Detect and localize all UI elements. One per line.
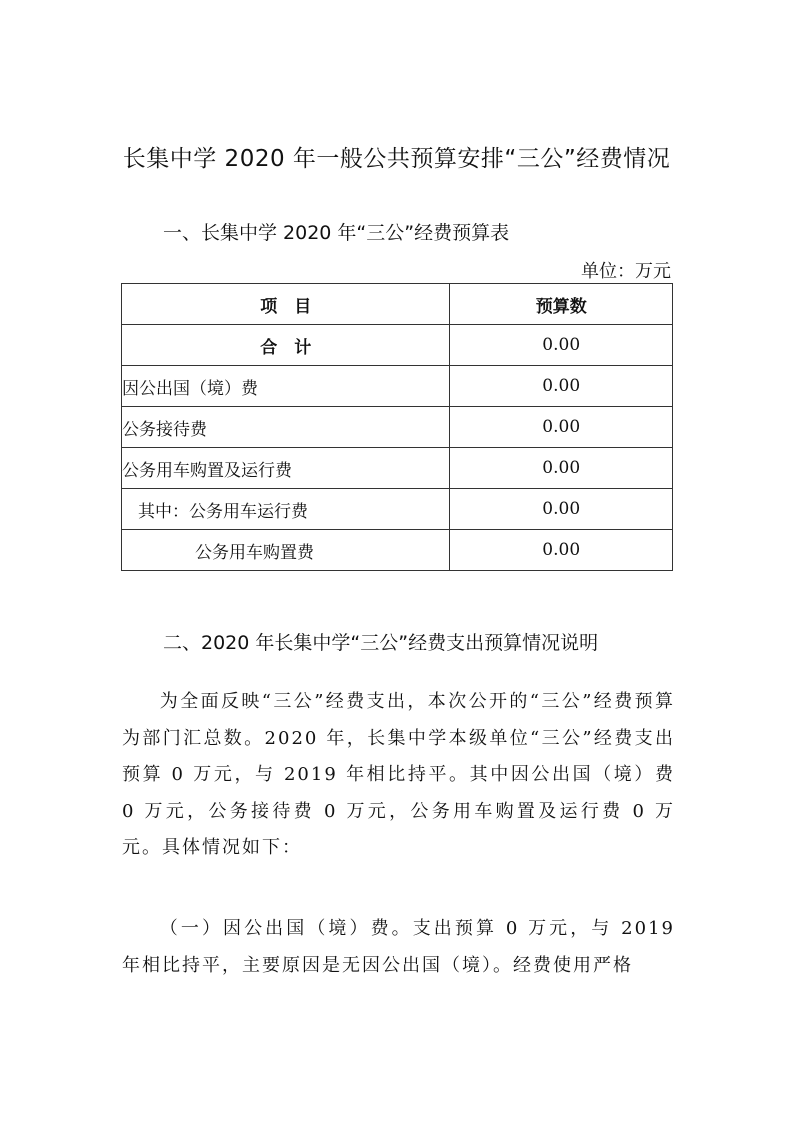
table-row <box>122 448 673 489</box>
table-row <box>122 366 673 407</box>
body-paragraph: （一）因公出国（境）费。支出预算 0 万元，与 2019 年相比持平，主要原因是无因公出国（境）。经费使用严格 <box>122 918 675 976</box>
table-row <box>122 407 673 448</box>
row-item: 公务用车购置及运行费 <box>122 448 450 489</box>
table-row <box>122 489 673 530</box>
row-item: 公务接待费 <box>122 407 450 448</box>
page-title: 长集中学 2020 年一般公共预算安排“三公”经费情况 <box>122 146 671 172</box>
body-paragraph: 为全面反映“三公”经费支出，本次公开的“三公”经费预算为部门汇总数。2020 年，长集中学本级单位“三公”经费支出预算 0 万元，与 2019 年相比持平。其中因公出国（境）费 0 万元，公务接待费 0 万元，公务用车购置及运行费 0 万元。具体情况如下： <box>122 691 675 858</box>
row-item: 公务用车购置费 <box>122 530 450 571</box>
row-item: 因公出国（境）费 <box>122 366 450 407</box>
row-item: 其中：公务用车运行费 <box>122 489 450 530</box>
budget-table <box>121 283 673 571</box>
row-amount: 0.00 <box>450 366 673 407</box>
table-row <box>122 325 673 366</box>
row-amount: 0.00 <box>450 448 673 489</box>
table-header-row <box>122 284 673 325</box>
row-amount: 0.00 <box>450 530 673 571</box>
section1-heading: 一、长集中学 2020 年“三公”经费预算表 <box>163 222 510 244</box>
header-amount: 预算数 <box>450 284 673 325</box>
header-item: 项 目 <box>122 284 450 325</box>
row-amount: 0.00 <box>450 407 673 448</box>
row-item-total: 合 计 <box>122 325 450 366</box>
table-row <box>122 530 673 571</box>
unit-label: 单位：万元 <box>581 261 671 282</box>
section2-heading: 二、2020 年长集中学“三公”经费支出预算情况说明 <box>163 632 599 654</box>
row-amount: 0.00 <box>450 489 673 530</box>
row-amount-total: 0.00 <box>450 325 673 366</box>
